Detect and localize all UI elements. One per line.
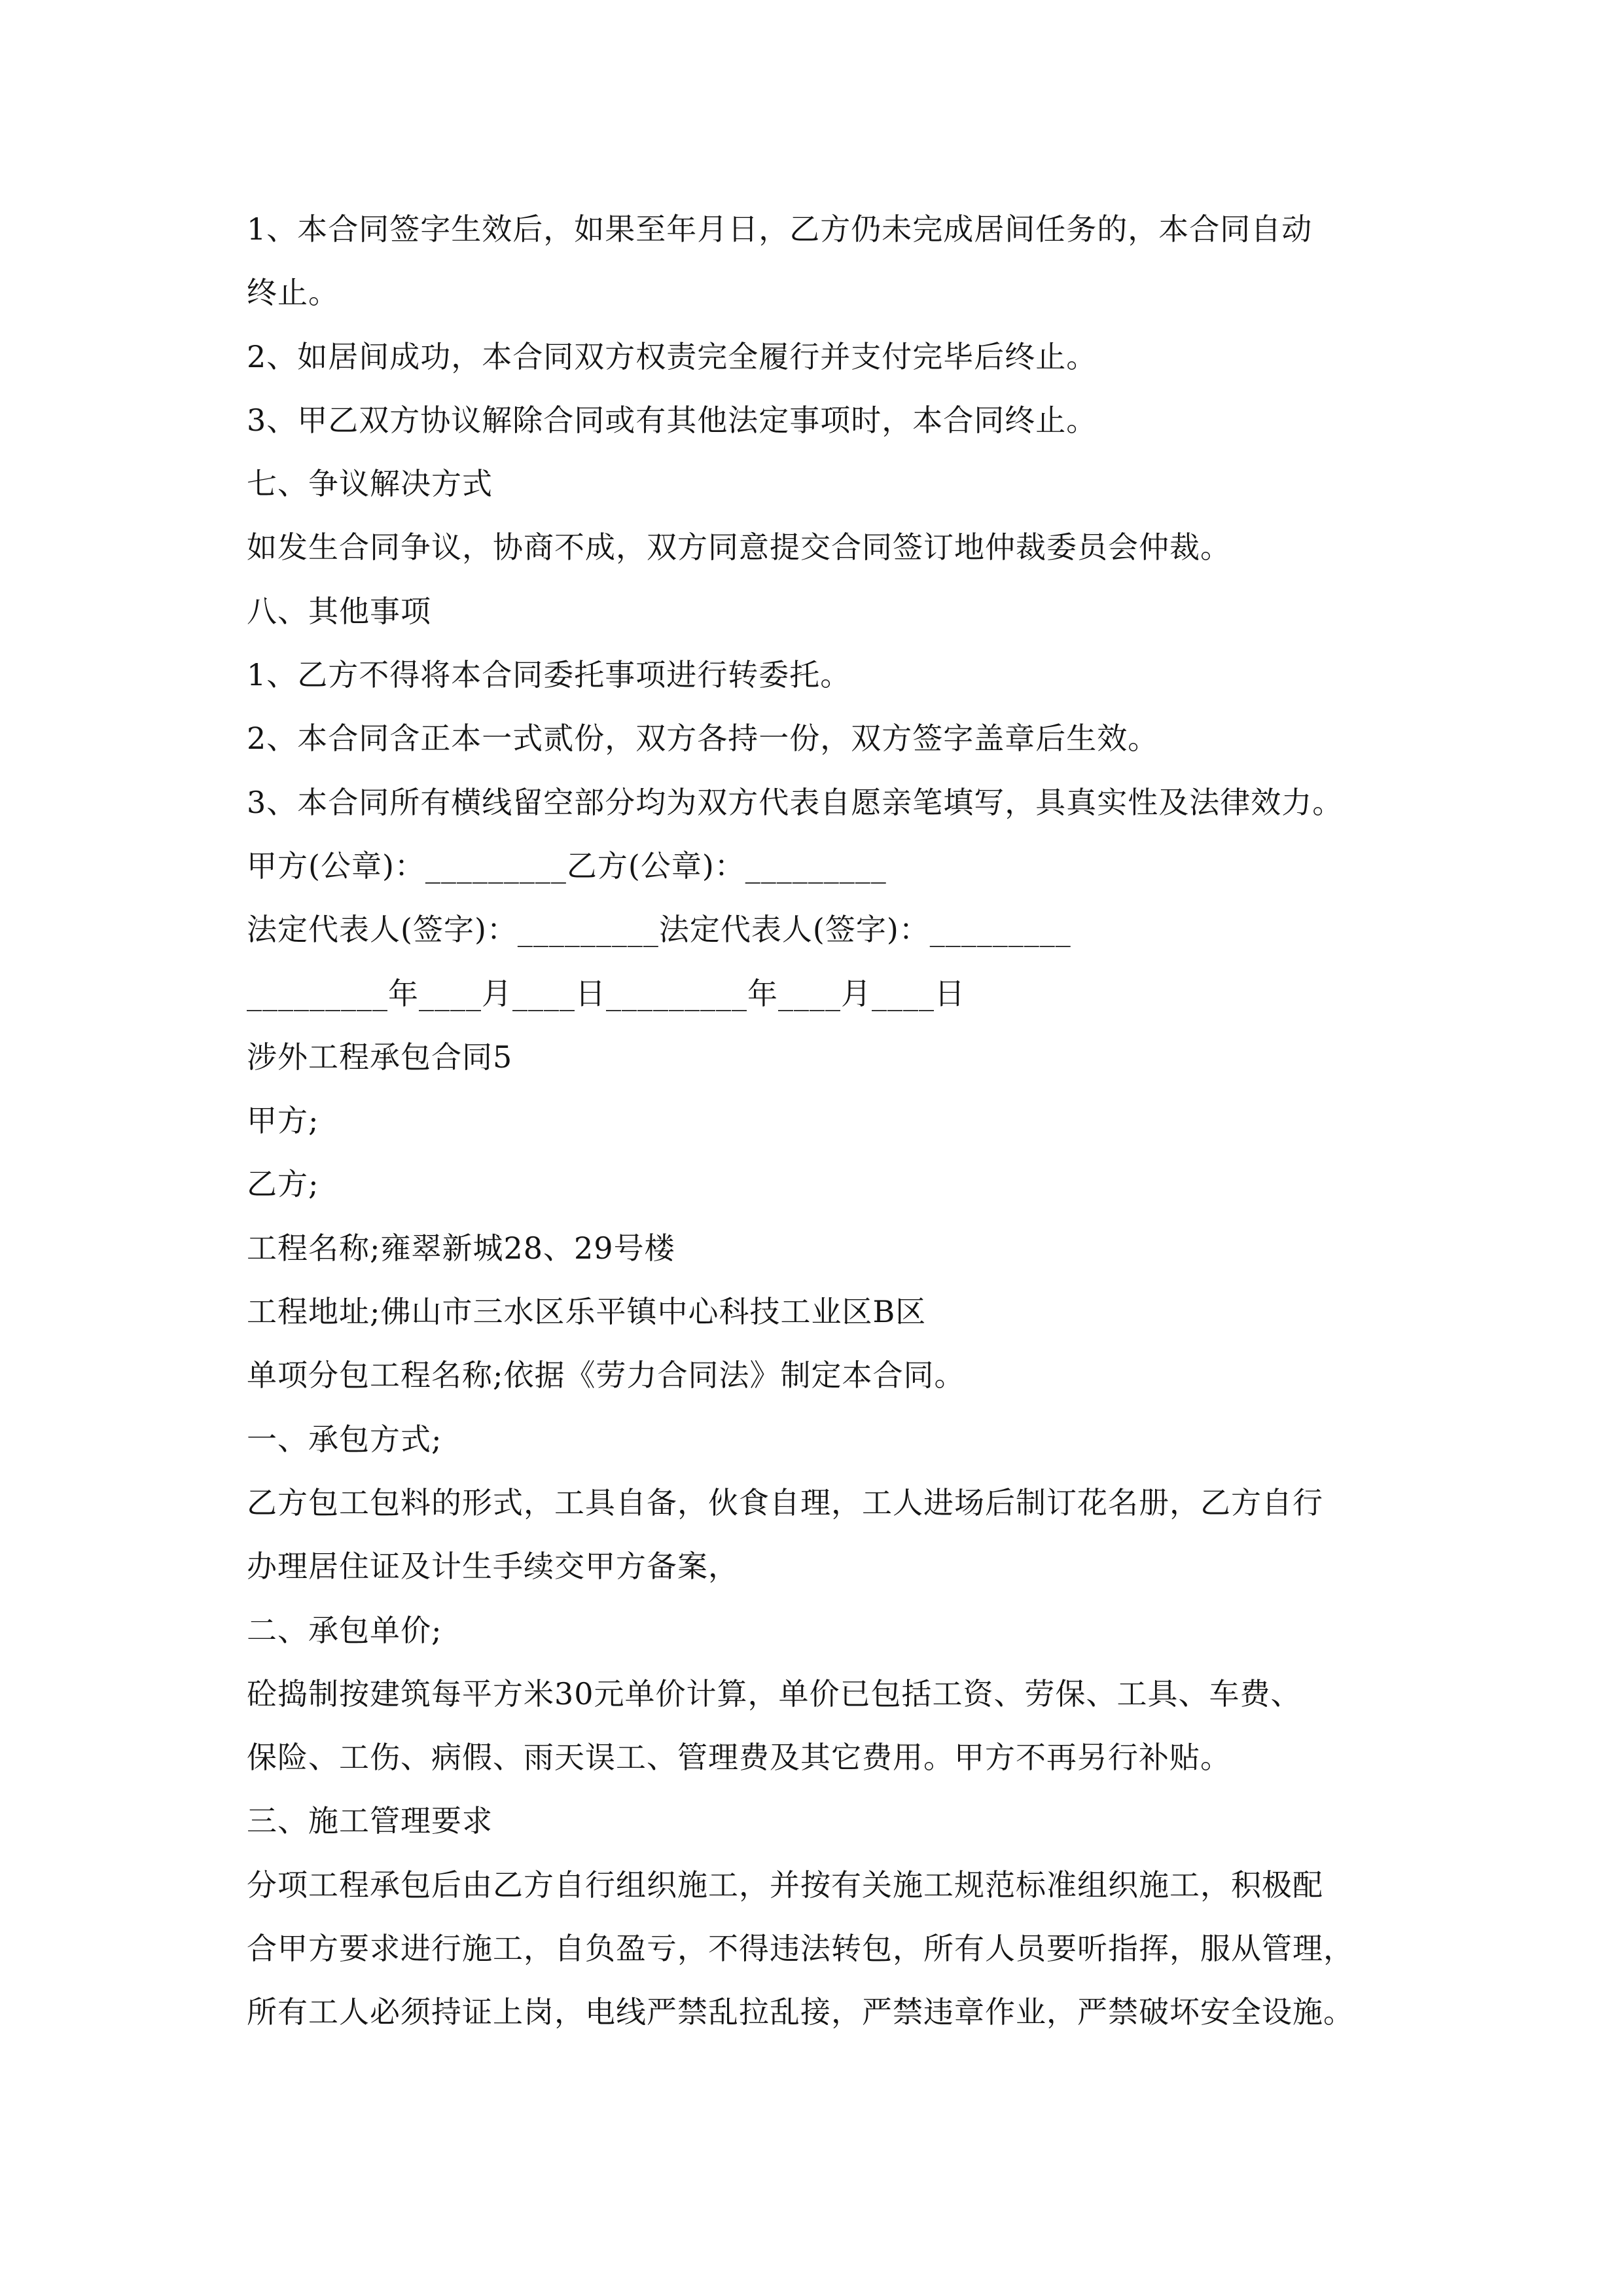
party-a-line: 甲方;	[247, 1103, 319, 1139]
party-b-line: 乙方;	[247, 1166, 319, 1202]
section-heading-dispute-resolution: 七、争议解决方式	[247, 466, 493, 502]
section-heading-unit-price: 二、承包单价;	[247, 1612, 442, 1648]
unit-price-text: 砼捣制按建筑每平方米30元单价计算，单价已包括工资、劳保、工具、车费、	[247, 1676, 1302, 1712]
section-heading-construction-management: 三、施工管理要求	[247, 1803, 493, 1839]
construction-management-text: 分项工程承包后由乙方自行组织施工，并按有关施工规范标准组织施工，积极配	[247, 1867, 1323, 1903]
project-name-line: 工程名称;雍翠新城28、29号楼	[247, 1230, 675, 1266]
section-heading-other-matters: 八、其他事项	[247, 593, 431, 629]
clause-1-termination-deadline: 1、本合同签字生效后，如果至年月日，乙方仍未完成居间任务的，本合同自动	[247, 211, 1313, 247]
subcontract-name-line: 单项分包工程名称;依据《劳力合同法》制定本合同。	[247, 1357, 965, 1393]
contract-method-text: 乙方包工包料的形式，工具自备，伙食自理，工人进场后制订花名册，乙方自行	[247, 1484, 1323, 1520]
clause-2-termination-on-completion: 2、如居间成功，本合同双方权责完全履行并支付完毕后终止。	[247, 338, 1097, 374]
clause-3-termination-by-agreement: 3、甲乙双方协议解除合同或有其他法定事项时，本合同终止。	[247, 402, 1097, 438]
clause-1-termination-deadline-cont: 终止。	[247, 275, 339, 311]
dispute-resolution-text: 如发生合同争议，协商不成，双方同意提交合同签订地仲裁委员会仲裁。	[247, 529, 1231, 565]
project-address-line: 工程地址;佛山市三水区乐平镇中心科技工业区B区	[247, 1294, 927, 1330]
other-matters-item-1: 1、乙方不得将本合同委托事项进行转委托。	[247, 657, 851, 693]
signature-line-seals: 甲方(公章)：_________乙方(公章)：_________	[247, 848, 887, 884]
section-heading-contract-method: 一、承包方式;	[247, 1421, 442, 1457]
unit-price-text-cont: 保险、工伤、病假、雨天误工、管理费及其它费用。甲方不再另行补贴。	[247, 1740, 1231, 1776]
other-matters-item-3: 3、本合同所有横线留空部分均为双方代表自愿亲笔填写，具真实性及法律效力。	[247, 784, 1344, 820]
document-body	[247, 198, 1412, 2045]
signature-line-dates: _________年____月____日_________年____月____日	[247, 975, 965, 1011]
other-matters-item-2: 2、本合同含正本一式贰份，双方各持一份，双方签字盖章后生效。	[247, 721, 1159, 757]
contract-title: 涉外工程承包合同5	[247, 1039, 513, 1075]
signature-line-representatives: 法定代表人(签字)：_________法定代表人(签字)：_________	[247, 912, 1071, 948]
construction-management-text-cont-1: 合甲方要求进行施工，自负盈亏，不得违法转包，所有人员要听指挥，服从管理，	[247, 1931, 1354, 1967]
construction-management-text-cont-2: 所有工人必须持证上岗，电线严禁乱拉乱接，严禁违章作业，严禁破坏安全设施。	[247, 1994, 1354, 2030]
contract-method-text-cont: 办理居住证及计生手续交甲方备案，	[247, 1549, 739, 1585]
